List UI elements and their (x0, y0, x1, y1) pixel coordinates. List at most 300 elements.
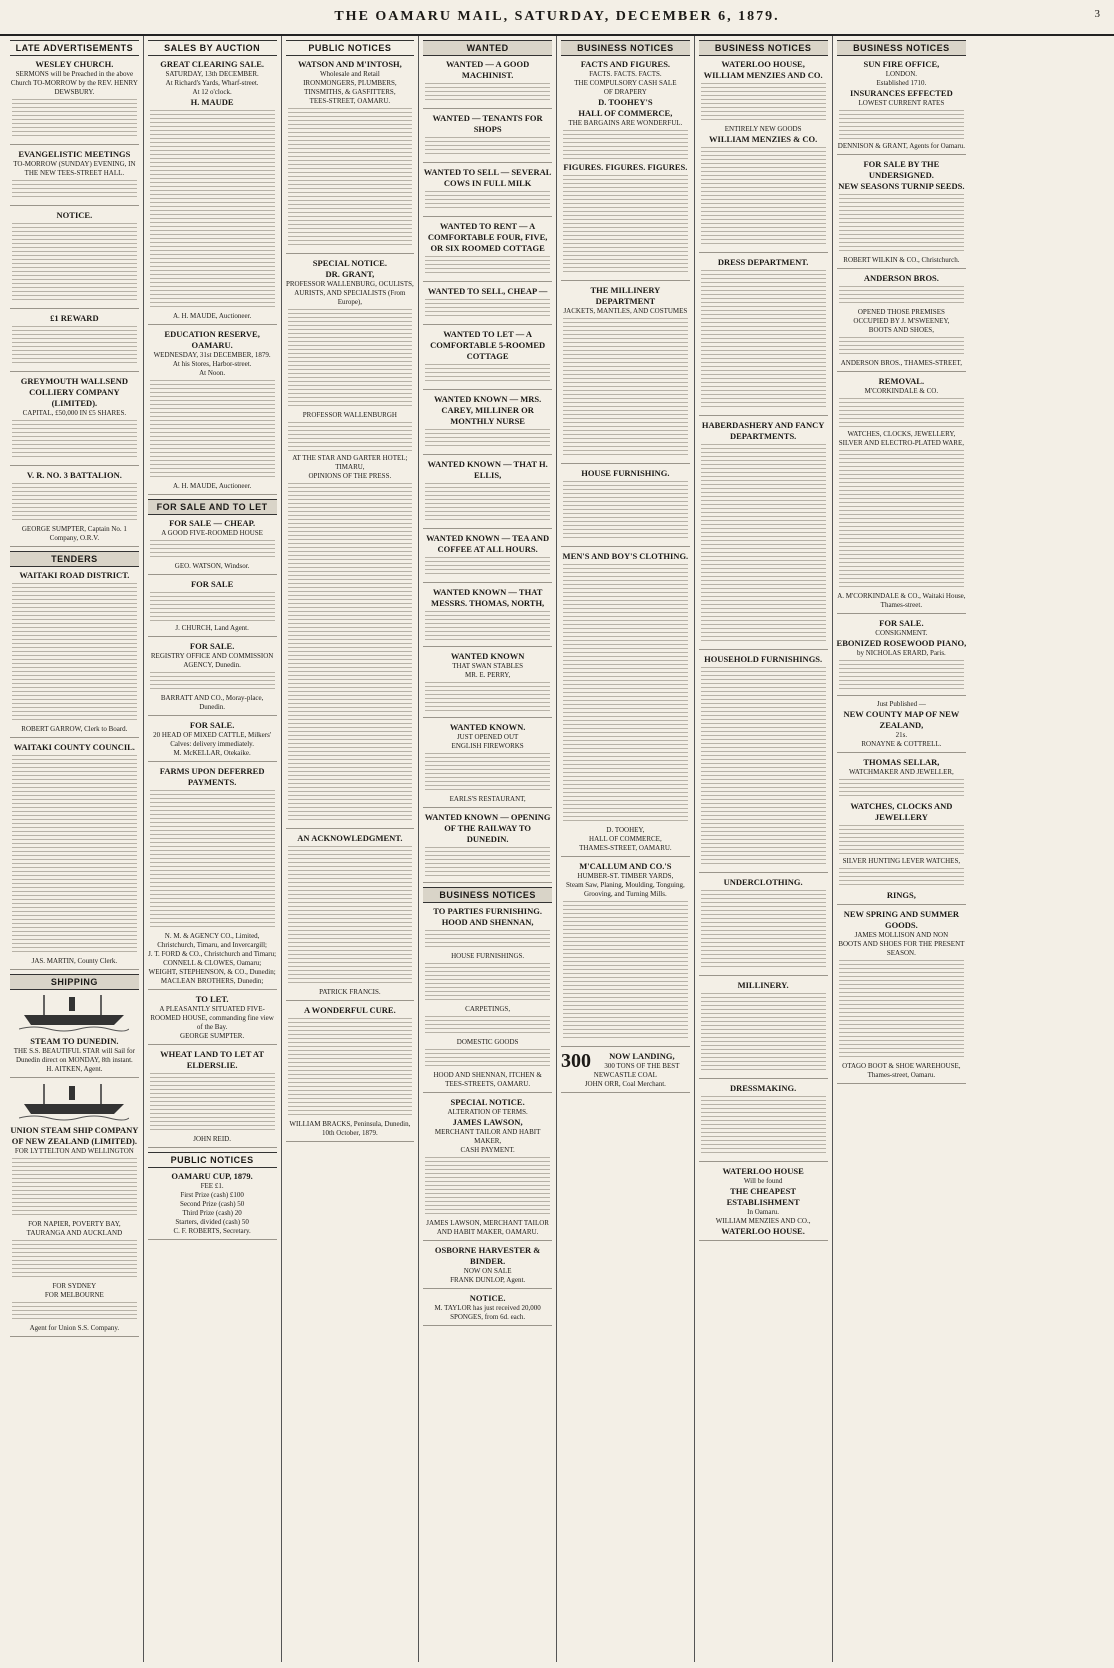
ad-line: DENNISON & GRANT, Agents for Oamaru. (837, 142, 965, 150)
section-header: BUSINESS NOTICES (837, 40, 967, 56)
body-text (839, 868, 965, 888)
advertisement (286, 1005, 415, 1142)
ad-line: FIGURES. FIGURES. FIGURES. (563, 162, 688, 172)
body-text (839, 286, 965, 306)
ad-headline: DRESSMAKING. (729, 1083, 797, 1093)
advertisement (10, 1036, 139, 1078)
ad-line: HOUSE FURNISHINGS. (451, 952, 525, 960)
ad-line: OPENED THOSE PREMISES (857, 308, 945, 316)
advertisement (561, 285, 690, 464)
column-7 (833, 36, 971, 1662)
body-text (839, 660, 965, 690)
ad-headline: WANTED KNOWN — THAT MESSRS. THOMAS, NORTH, (431, 587, 545, 608)
body-text (425, 1016, 550, 1036)
ad-line: THAT SWAN STABLES (452, 662, 524, 670)
page-number: 3 (1094, 8, 1100, 20)
ad-line: AT THE STAR AND GARTER HOTEL; TIMARU, (292, 454, 408, 471)
steamship-illustration (19, 1082, 129, 1122)
ad-headline: V. R. NO. 3 BATTALION. (26, 470, 122, 480)
ad-line: A. H. MAUDE, Auctioneer. (172, 482, 252, 490)
section-header: SHIPPING (10, 974, 139, 990)
ad-headline: MEN'S AND BOY'S CLOTHING. (562, 551, 689, 561)
section-header: TENDERS (10, 551, 139, 567)
ad-headline: FOR SALE (190, 579, 234, 589)
masthead (0, 0, 1114, 36)
ad-headline: WANTED KNOWN — MRS. CAREY, MILLINER OR MONTHLY NURSE (434, 394, 542, 426)
ad-line: At his Stores, Harbor-street. (172, 360, 252, 368)
ad-line: FOR MELBOURNE (44, 1291, 104, 1299)
ad-headline: UNDERCLOTHING. (723, 877, 803, 887)
ad-line: PATRICK FRANCIS. (319, 988, 381, 996)
advertisement (423, 113, 552, 163)
ad-line: M. McKELLAR, Otekaike. (173, 749, 251, 757)
ad-line: At 12 o'clock. (192, 88, 232, 96)
body-text (839, 337, 965, 357)
ad-line: HOOD AND SHENNAN, (441, 917, 534, 927)
ad-line: Will be found (743, 1177, 783, 1185)
body-text (425, 963, 550, 1003)
ad-headline: WAITAKI COUNTY COUNCIL. (13, 742, 135, 752)
body-text (701, 83, 826, 123)
ad-line: M. TAYLOR has just received 20,000 SPONGES, from 6d. each. (434, 1304, 541, 1321)
ad-line: MERCHANT TAILOR AND HABIT MAKER, (434, 1128, 541, 1145)
ad-line: WATCHES, CLOCKS, JEWELLERY, SILVER AND ELECTRO-PLATED WARE, (838, 430, 964, 447)
body-text (701, 1096, 826, 1156)
ad-line: MR. E. PERRY, (465, 671, 511, 679)
body-text (839, 779, 965, 799)
advertisement (837, 273, 967, 372)
body-text (839, 110, 965, 140)
ad-line: OPINIONS OF THE PRESS. (308, 472, 392, 480)
ad-line: JACKETS, MANTLES, AND COSTUMES (563, 307, 688, 315)
ad-headline: WANTED KNOWN (450, 651, 525, 661)
advertisement (423, 1293, 552, 1326)
ad-line: N. M. & AGENCY CO., Limited, Christchurch, Timaru, and Invercargill; (157, 932, 267, 949)
ad-headline: WATERLOO HOUSE (722, 1166, 804, 1176)
body-text (288, 483, 413, 823)
body-text (12, 223, 137, 303)
advertisement (148, 518, 277, 575)
body-text (701, 667, 826, 867)
ad-line: THE S.S. BEAUTIFUL STAR will Sail for Dunedin direct on MONDAY, 8th instant. (13, 1047, 136, 1064)
ad-line: HALL OF COMMERCE, (578, 108, 673, 118)
body-text (425, 847, 550, 877)
ad-line: BOOTS AND SHOES FOR THE PRESENT SEASON. (838, 940, 965, 957)
ad-headline: AN ACKNOWLEDGMENT. (297, 833, 403, 843)
advertisement (561, 1051, 690, 1093)
advertisement (837, 909, 967, 1084)
ad-line: ENGLISH FIREWORKS (451, 742, 524, 750)
advertisement (423, 812, 552, 883)
ad-line: NEW COUNTY MAP OF NEW ZEALAND, (843, 709, 960, 730)
body-text (839, 825, 965, 855)
ad-headline: REMOVAL. (878, 376, 925, 386)
advertisement (148, 641, 277, 716)
advertisement (423, 533, 552, 583)
ad-line: FOR NAPIER, POVERTY BAY, TAURANGA AND AUCKLAND (26, 1220, 123, 1237)
advertisement (10, 570, 139, 738)
ad-line: FACTS. FACTS. FACTS. (589, 70, 662, 78)
advertisement (837, 376, 967, 614)
ad-headline: WAITAKI ROAD DISTRICT. (19, 570, 130, 580)
ad-headline: HOUSEHOLD FURNISHINGS. (704, 654, 823, 664)
ad-line: JOHN ORR, Coal Merchant. (584, 1080, 666, 1088)
ad-line: PROFESSOR WALLENBURGH (302, 411, 397, 419)
body-text (563, 481, 688, 541)
ad-headline: WHEAT LAND TO LET AT ELDERSLIE. (160, 1049, 265, 1070)
advertisement (148, 994, 277, 1045)
ad-line: 21s. (895, 731, 908, 739)
ad-headline: OAMARU CUP, 1879. (171, 1171, 253, 1181)
ad-line: NOW ON SALE (463, 1267, 512, 1275)
body-text (12, 1158, 137, 1218)
ad-line: FEE £1. (200, 1182, 224, 1190)
ad-line: FOR SYDNEY (52, 1282, 97, 1290)
ad-headline: WESLEY CHURCH. (35, 59, 114, 69)
advertisement (561, 468, 690, 547)
advertisement (423, 1097, 552, 1241)
ad-line: TEES-STREET, OAMARU. (309, 97, 391, 105)
advertisement (10, 470, 139, 547)
ad-headline: EVANGELISTIC MEETINGS (18, 149, 131, 159)
body-text (563, 175, 688, 275)
ad-line: OF DRAPERY (603, 88, 647, 96)
ad-line: ENTIRELY NEW GOODS (724, 125, 802, 133)
advertisement (423, 906, 552, 1093)
ad-line: A. H. MAUDE, Auctioneer. (172, 312, 252, 320)
ad-line: THE COMPULSORY CASH SALE (574, 79, 677, 87)
ad-line: SATURDAY, 13th DECEMBER. (165, 70, 259, 78)
body-text (563, 564, 688, 824)
advertisement (148, 720, 277, 762)
advertisement (148, 1049, 277, 1148)
ad-headline: FARMS UPON DEFERRED PAYMENTS. (159, 766, 265, 787)
body-text (563, 130, 688, 160)
section-header: FOR SALE AND TO LET (148, 499, 277, 515)
ad-headline: DRESS DEPARTMENT. (717, 257, 809, 267)
section-header: BUSINESS NOTICES (423, 887, 552, 903)
ad-headline: WANTED KNOWN — TEA AND COFFEE AT ALL HOURS. (426, 533, 550, 554)
ad-line: ROBERT WILKIN & CO., Christchurch. (843, 256, 960, 264)
body-text (288, 108, 413, 248)
ad-headline: WANTED KNOWN. (449, 722, 526, 732)
ad-headline: STEAM TO DUNEDIN. (30, 1036, 119, 1046)
advertisement (561, 861, 690, 1047)
ad-line: IRONMONGERS, PLUMBERS, TINSMITHS, & GASFITTERS, (303, 79, 397, 96)
body-text (150, 790, 275, 930)
ad-line: Established 1710. (876, 79, 927, 87)
ad-headline: £1 REWARD (50, 313, 99, 323)
ad-line: A. M'CORKINDALE & CO., Waitaki House, Thames-street. (837, 592, 966, 609)
body-text (425, 137, 550, 157)
advertisement (837, 59, 967, 155)
advertisement (699, 980, 828, 1079)
ad-line: At Noon. (199, 369, 226, 377)
section-header: BUSINESS NOTICES (699, 40, 828, 56)
advertisement (423, 1245, 552, 1289)
newspaper-title: THE OAMARU MAIL, SATURDAY, DECEMBER 6, 1879. (334, 9, 780, 24)
body-text (12, 99, 137, 139)
column-3 (282, 36, 420, 1662)
ad-line: DOMESTIC GOODS (456, 1038, 519, 1046)
body-text (150, 592, 275, 622)
body-text (425, 256, 550, 276)
ad-line: DR. GRANT, (325, 269, 375, 279)
advertisement (699, 257, 828, 416)
steamship-illustration (19, 993, 129, 1033)
advertisement (10, 59, 139, 145)
ad-line: A GOOD FIVE-ROOMED HOUSE (161, 529, 263, 537)
column-6 (695, 36, 833, 1662)
ad-line: HOOD AND SHENNAN, ITCHEN & TEES-STREETS, OAMARU. (433, 1071, 542, 1088)
coal-tonnage: 300 (561, 1050, 591, 1072)
ad-headline: FOR SALE. (189, 641, 235, 651)
ad-line: JAMES MOLLISON AND NON (854, 931, 949, 939)
ad-line: H. MAUDE (190, 97, 234, 107)
body-text (701, 270, 826, 410)
ad-line: RINGS, (886, 890, 916, 900)
advertisement (423, 587, 552, 647)
advertisement (699, 1083, 828, 1162)
body-text (701, 444, 826, 644)
body-text (12, 420, 137, 460)
ad-line: WILLIAM BRACKS, Peninsula, Dunedin, 10th October, 1879. (289, 1120, 411, 1137)
body-text (150, 1073, 275, 1133)
ad-headline: WANTED — TENANTS FOR SHOPS (432, 113, 543, 134)
ad-line: CONNELL & CLOWES, Oamaru; (163, 959, 262, 967)
advertisement (10, 742, 139, 970)
ad-headline: EDUCATION RESERVE, OAMARU. (164, 329, 260, 350)
ad-line: INSURANCES EFFECTED (850, 88, 953, 98)
ad-headline: Just Published — (876, 700, 926, 708)
ad-headline: WANTED TO SELL, CHEAP — (427, 286, 548, 296)
section-header: PUBLIC NOTICES (148, 1152, 277, 1168)
ad-line: Starters, divided (cash) 50 (175, 1218, 249, 1226)
ad-headline: M'CALLUM AND CO.'S (579, 861, 672, 871)
body-text (425, 753, 550, 793)
ad-line: CASH PAYMENT. (460, 1146, 515, 1154)
ad-line: HALL OF COMMERCE, (589, 835, 662, 843)
ad-line: H. AITKEN, Agent. (46, 1065, 103, 1073)
body-text (839, 398, 965, 428)
advertisement (423, 167, 552, 217)
ad-line: RONAYNE & COTTRELL. (861, 740, 942, 748)
body-text (288, 1018, 413, 1118)
ad-headline: NOTICE. (469, 1293, 506, 1303)
ad-line: EARLS'S RESTAURANT, (449, 795, 526, 803)
ad-line: THAMES-STREET, OAMARU. (579, 844, 672, 852)
ad-line: BARRATT AND CO., Moray-place, Dunedin. (160, 694, 264, 711)
advertisement (423, 286, 552, 325)
ad-line: Steam Saw, Planing, Moulding, Tonguing, Grooving, and Turning Mills. (566, 881, 685, 898)
column-2 (144, 36, 282, 1662)
section-header: BUSINESS NOTICES (561, 40, 690, 56)
ad-line: WILLIAM MENZIES AND CO., (715, 1217, 811, 1225)
body-text (288, 422, 413, 452)
body-text (425, 483, 550, 523)
ad-headline: A WONDERFUL CURE. (304, 1005, 396, 1015)
advertisement (561, 551, 690, 857)
section-header: LATE ADVERTISEMENTS (10, 40, 139, 56)
advertisement (837, 700, 967, 753)
ad-line: D. TOOHEY, (606, 826, 645, 834)
body-text (839, 960, 965, 1060)
ad-line: LOWEST CURRENT RATES (858, 99, 945, 107)
ad-line: WATERLOO HOUSE. (721, 1226, 805, 1236)
body-text (425, 429, 550, 449)
body-text (701, 993, 826, 1073)
ad-headline: TO LET. (195, 994, 229, 1004)
column-5 (557, 36, 695, 1662)
ad-headline: GREAT CLEARING SALE. (160, 59, 265, 69)
ad-line: 20 HEAD OF MIXED CATTLE, Milkers' Calves: delivery immediately. (153, 731, 272, 748)
ad-line: TO-MORROW (SUNDAY) EVENING, IN THE NEW TEES-STREET HALL. (13, 160, 136, 177)
advertisement (837, 618, 967, 696)
ad-line: ROBERT GARROW, Clerk to Board. (21, 725, 128, 733)
ad-headline: WANTED TO LET — A COMFORTABLE 5-ROOMED COTTAGE (430, 329, 546, 361)
ad-line: Second Prize (cash) 50 (179, 1200, 245, 1208)
ad-headline: FOR SALE — CHEAP. (169, 518, 256, 528)
advertisement (699, 1166, 828, 1241)
columns (6, 36, 1108, 1662)
ad-line: First Prize (cash) £100 (180, 1191, 244, 1199)
ad-line: At Richard's Yards, Wharf-street. (165, 79, 259, 87)
advertisement (423, 59, 552, 109)
ad-line: J. T. FORD & CO., Christchurch and Timaru; (148, 950, 277, 958)
body-text (150, 540, 275, 560)
ad-line: SILVER HUNTING LEVER WATCHES, (842, 857, 961, 865)
body-text (425, 364, 550, 384)
ad-line: JAMES LAWSON, MERCHANT TAILOR AND HABIT MAKER, OAMARU. (426, 1219, 549, 1236)
ad-line: WEIGHT, STEPHENSON, & CO., Dunedin; (148, 968, 276, 976)
ad-line: OTAGO BOOT & SHOE WAREHOUSE, Thames-street, Oamaru. (842, 1062, 961, 1079)
advertisement (10, 313, 139, 372)
ad-headline: WANTED KNOWN — THAT H. ELLIS, (427, 459, 548, 480)
advertisement (423, 394, 552, 455)
ad-headline: FOR SALE. (879, 618, 924, 628)
section-header: SALES BY AUCTION (148, 40, 277, 56)
ad-line: HUMBER-ST. TIMBER YARDS, (577, 872, 674, 880)
advertisement (148, 59, 277, 325)
body-text (12, 583, 137, 723)
ad-headline: THE MILLINERY DEPARTMENT (590, 285, 661, 306)
ad-headline: WATSON AND M'INTOSH, (297, 59, 402, 69)
ad-headline: NEW SPRING AND SUMMER GOODS. (843, 909, 960, 930)
ad-headline: SPECIAL NOTICE. (312, 258, 387, 268)
ad-line: EBONIZED ROSEWOOD PIANO, (836, 638, 967, 648)
ad-headline: THOMAS SELLAR, (863, 757, 940, 767)
advertisement (423, 329, 552, 390)
advertisement (699, 654, 828, 873)
advertisement (148, 329, 277, 495)
ad-line: M'CORKINDALE & CO. (864, 387, 939, 395)
ad-line: WILLIAM MENZIES AND CO. (703, 70, 823, 80)
ad-headline: FOR SALE BY THE UNDERSIGNED. (863, 159, 940, 180)
advertisement (837, 757, 967, 905)
ad-line: LONDON. (885, 70, 918, 78)
ad-line: Wholesale and Retail (319, 70, 380, 78)
ad-line: 300 TONS OF THE BEST NEWCASTLE COAL (593, 1062, 680, 1079)
ad-headline: WANTED KNOWN — OPENING OF THE RAILWAY TO DUNEDIN. (424, 812, 551, 844)
body-text (425, 83, 550, 103)
ad-line: BOOTS AND SHOES, (868, 326, 934, 334)
advertisement (561, 59, 690, 281)
body-text (12, 180, 137, 200)
ad-line: JUST OPENED OUT (456, 733, 519, 741)
body-text (12, 1240, 137, 1280)
advertisement (286, 258, 415, 829)
ad-line: JOHN REID. (193, 1135, 231, 1143)
body-text (425, 682, 550, 712)
advertisement (10, 376, 139, 466)
ad-line: WEDNESDAY, 31st DECEMBER, 1879. (153, 351, 271, 359)
column-4 (419, 36, 557, 1662)
ad-headline: MILLINERY. (737, 980, 789, 990)
body-text (12, 483, 137, 523)
body-text (425, 1157, 550, 1217)
advertisement (148, 1171, 277, 1240)
ad-headline: SUN FIRE OFFICE, (863, 59, 940, 69)
ad-headline: WATERLOO HOUSE, (721, 59, 805, 69)
ad-headline: SPECIAL NOTICE. (450, 1097, 525, 1107)
body-text (425, 1049, 550, 1069)
ad-line: A PLEASANTLY SITUATED FIVE-ROOMED HOUSE, commanding fine view of the Bay. (150, 1005, 274, 1031)
body-text (288, 846, 413, 986)
ad-headline: FACTS AND FIGURES. (580, 59, 671, 69)
body-text (563, 901, 688, 1041)
ad-line: Third Prize (cash) 20 (182, 1209, 242, 1217)
ad-headline: WANTED — A GOOD MACHINIST. (445, 59, 530, 80)
ad-line: SERMONS will be Preached in the above Church TO-MORROW by the REV. HENRY DEWSBURY. (10, 70, 138, 96)
ad-line: THE CHEAPEST ESTABLISHMENT (726, 1186, 800, 1207)
ad-headline: HOUSE FURNISHING. (581, 468, 670, 478)
ad-headline: WANTED TO RENT — A COMFORTABLE FOUR, FIVE, OR SIX ROOMED COTTAGE (427, 221, 548, 253)
ad-line: by NICHOLAS ERARD, Paris. (856, 649, 946, 657)
body-text (150, 110, 275, 310)
ad-headline: UNION STEAM SHIP COMPANY OF NEW ZEALAND (LIMITED). (10, 1125, 139, 1146)
advertisement (286, 833, 415, 1001)
advertisement (423, 651, 552, 718)
advertisement (10, 1125, 139, 1337)
ad-headline: FOR SALE. (189, 720, 235, 730)
body-text (701, 147, 826, 247)
ad-headline: GREYMOUTH WALLSEND COLLIERY COMPANY (LIMITED). (20, 376, 129, 408)
advertisement (423, 221, 552, 282)
ad-headline: NOW LANDING, (609, 1051, 675, 1061)
ad-line: Agent for Union S.S. Company. (29, 1324, 120, 1332)
ad-line: CARPETINGS, (465, 1005, 511, 1013)
advertisement (699, 877, 828, 976)
ad-headline: NOTICE. (56, 210, 93, 220)
body-text (12, 326, 137, 366)
body-text (425, 930, 550, 950)
column-1 (6, 36, 144, 1662)
ad-line: In Oamaru. (747, 1208, 780, 1216)
ad-line: WATCHES, CLOCKS AND JEWELLERY (850, 801, 953, 822)
ad-line: J. CHURCH, Land Agent. (175, 624, 249, 632)
body-text (425, 557, 550, 577)
ad-line: ALTERATION OF TERMS. (447, 1108, 528, 1116)
body-text (425, 191, 550, 211)
body-text (701, 890, 826, 970)
body-text (563, 318, 688, 458)
ad-line: ANDERSON BROS., THAMES-STREET, (840, 359, 963, 367)
advertisement (423, 459, 552, 529)
ad-line: OCCUPIED BY J. M'SWEENEY, (853, 317, 950, 325)
ad-line: THE BARGAINS ARE WONDERFUL. (568, 119, 683, 127)
ad-line: WATCHMAKER AND JEWELLER, (848, 768, 954, 776)
section-header: PUBLIC NOTICES (286, 40, 415, 56)
